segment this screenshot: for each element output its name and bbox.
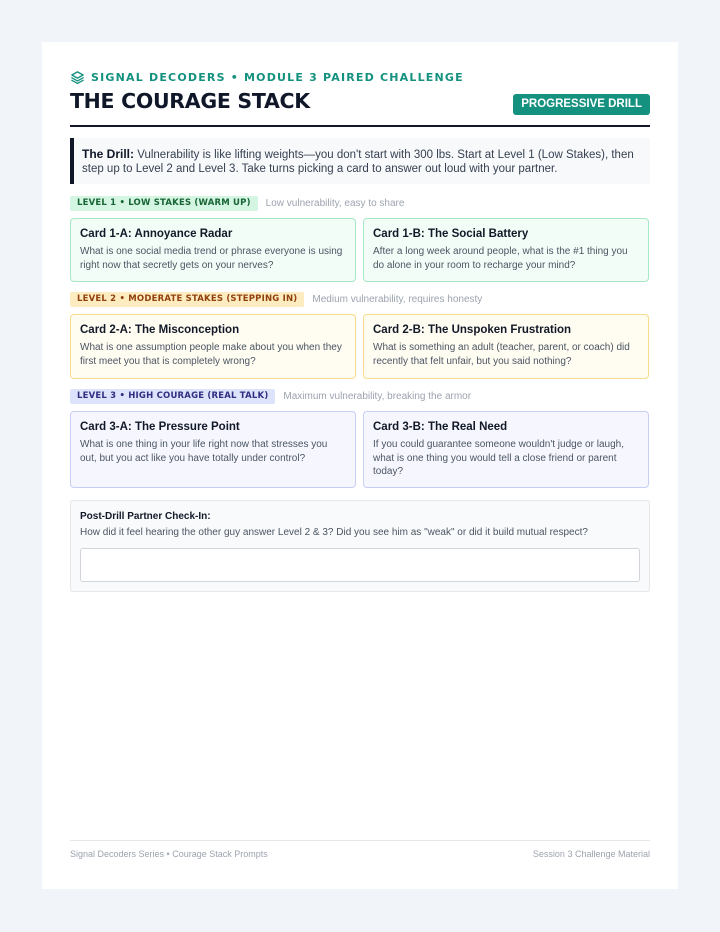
level-3-desc: Maximum vulnerability, breaking the armor [283,391,472,402]
drill-intro-callout [70,138,650,184]
layers-icon [70,70,85,85]
level-3-header [70,389,471,404]
level-3-tag: LEVEL 3 • HIGH COURAGE (REAL TALK) [70,389,275,404]
card-1a[interactable] [70,218,356,282]
footer-series: Signal Decoders Series • Courage Stack Prompts [70,849,268,859]
level-1-tag: LEVEL 1 • LOW STAKES (WARM UP) [70,196,258,211]
intro-label: The Drill: [82,147,135,161]
card-3b-body: If you could guarantee someone wouldn't judge or laugh, what is one thing you would tell a close friend or parent today? [373,439,624,477]
header-kicker [70,70,464,85]
level-2-desc: Medium vulnerability, requires honesty [312,294,483,305]
card-3a-body: What is one thing in your life right now that stresses you out, but you act like you have totally under control? [80,439,328,464]
partner-checkin [70,500,650,592]
level-2-header [70,292,482,307]
card-1b[interactable] [363,218,649,282]
checkin-answer-field[interactable] [80,548,640,582]
worksheet-page [42,42,678,889]
header-divider [70,125,650,127]
footer-divider [70,840,650,841]
card-1a-title: Card 1-A: Annoyance Radar [80,228,233,240]
card-3a[interactable] [70,411,356,488]
level-2-tag: LEVEL 2 • MODERATE STAKES (STEPPING IN) [70,292,304,307]
kicker-text: SIGNAL DECODERS • MODULE 3 PAIRED CHALLENGE [91,71,464,84]
checkin-question: How did it feel hearing the other guy answer Level 2 & 3? Did you see him as "weak" or did it build mutual respect? [80,527,588,538]
card-2b[interactable] [363,314,649,379]
card-3b[interactable] [363,411,649,488]
card-3b-title: Card 3-B: The Real Need [373,421,508,433]
level-1-header [70,196,404,211]
card-2b-body: What is something an adult (teacher, parent, or coach) did recently that felt unfair, but you said nothing? [373,342,630,367]
checkin-title: Post-Drill Partner Check-In: [80,511,211,522]
card-2a-title: Card 2-A: The Misconception [80,324,240,336]
page-title: THE COURAGE STACK [70,89,310,113]
card-2b-title: Card 2-B: The Unspoken Frustration [373,324,572,336]
footer-session: Session 3 Challenge Material [532,849,650,859]
card-2a[interactable] [70,314,356,379]
card-1b-body: After a long week around people, what is the #1 thing you do alone in your room to recharge your mind? [373,246,628,271]
card-1a-body: What is one social media trend or phrase everyone is using right now that secretly gets on your nerves? [80,246,343,271]
card-2a-body: What is one assumption people make about you when they first meet you that is completely wrong? [80,342,342,367]
progressive-drill-badge: PROGRESSIVE DRILL [513,94,650,115]
intro-text: Vulnerability is like lifting weights—you don't start with 300 lbs. Start at Level 1 (Low Stakes), then step up to Level 2 and Level 3. Take turns picking a card to answer out loud with your partner. [82,149,634,175]
card-1b-title: Card 1-B: The Social Battery [373,228,529,240]
card-3a-title: Card 3-A: The Pressure Point [80,421,240,433]
level-1-desc: Low vulnerability, easy to share [265,198,405,209]
